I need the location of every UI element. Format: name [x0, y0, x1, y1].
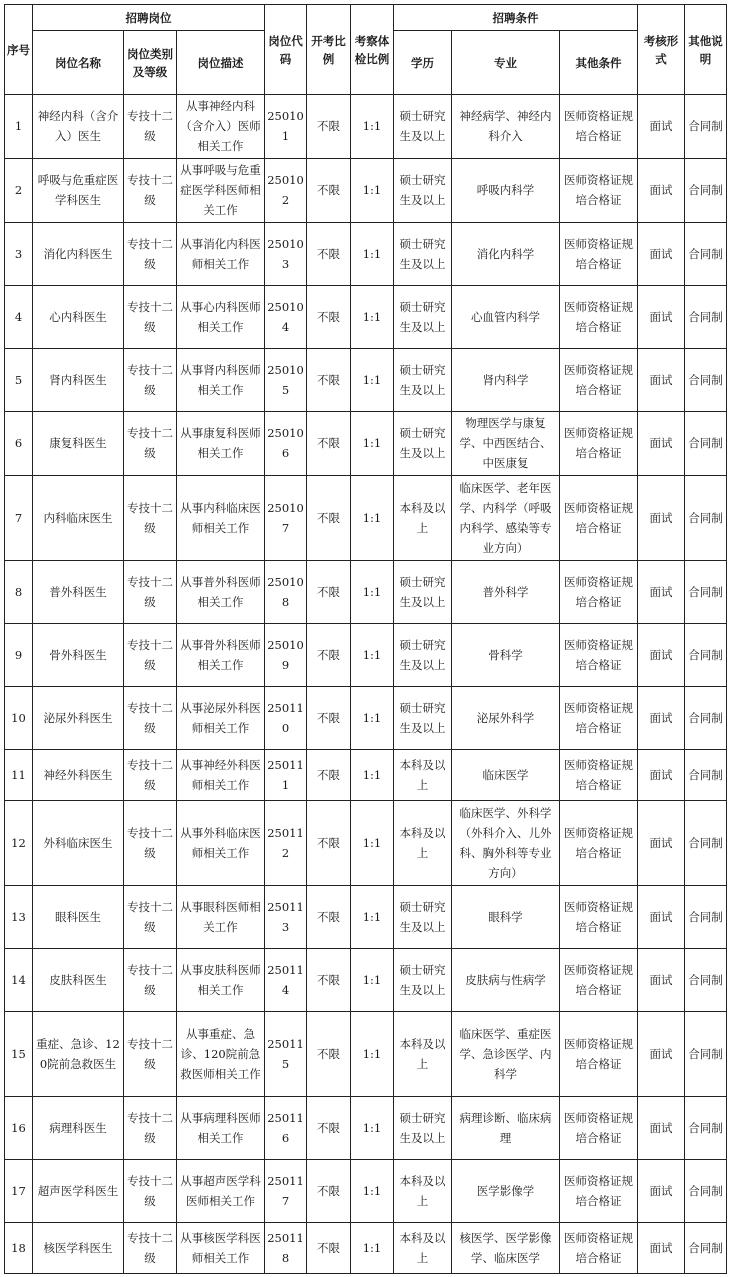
cell-education: 硕士研究生及以上: [394, 948, 452, 1011]
cell-category: 专技十二级: [124, 1097, 177, 1160]
cell-seq: 17: [5, 1160, 33, 1223]
cell-description: 从事外科临床医师相关工作: [177, 800, 265, 885]
cell-description: 从事核医学科医师相关工作: [177, 1223, 265, 1274]
header-post-name: 岗位名称: [33, 31, 124, 95]
cell-assess: 面试: [638, 1097, 685, 1160]
cell-assess: 面试: [638, 749, 685, 800]
cell-note: 合同制: [685, 1097, 727, 1160]
cell-exam-ratio: 不限: [307, 749, 351, 800]
cell-description: 从事超声医学科医师相关工作: [177, 1160, 265, 1223]
cell-category: 专技十二级: [124, 800, 177, 885]
cell-exam-ratio: 不限: [307, 222, 351, 285]
cell-major: 临床医学: [452, 749, 560, 800]
cell-exam-ratio: 不限: [307, 800, 351, 885]
cell-category: 专技十二级: [124, 686, 177, 749]
cell-post-name: 神经外科医生: [33, 749, 124, 800]
cell-major: 泌尿外科学: [452, 686, 560, 749]
cell-note: 合同制: [685, 95, 727, 159]
cell-assess: 面试: [638, 222, 685, 285]
table-body: [5, 95, 727, 1274]
header-other-note: 其他说明: [685, 5, 727, 95]
cell-assess: 面试: [638, 348, 685, 411]
cell-note: 合同制: [685, 1160, 727, 1223]
cell-other-cond: 医师资格证规培合格证: [560, 158, 638, 222]
cell-description: 从事普外科医师相关工作: [177, 561, 265, 624]
cell-exam-ratio: 不限: [307, 158, 351, 222]
cell-seq: 8: [5, 561, 33, 624]
cell-description: 从事消化内科医师相关工作: [177, 222, 265, 285]
cell-exam-ratio: 不限: [307, 285, 351, 348]
cell-check-ratio: 1:1: [351, 561, 394, 624]
header-check-ratio: 考察体检比例: [351, 5, 394, 95]
cell-education: 硕士研究生及以上: [394, 222, 452, 285]
cell-major: 普外科学: [452, 561, 560, 624]
cell-description: 从事肾内科医师相关工作: [177, 348, 265, 411]
cell-other-cond: 医师资格证规培合格证: [560, 348, 638, 411]
cell-check-ratio: 1:1: [351, 624, 394, 687]
cell-category: 专技十二级: [124, 95, 177, 159]
cell-seq: 10: [5, 686, 33, 749]
cell-note: 合同制: [685, 561, 727, 624]
cell-post-name: 骨外科医生: [33, 624, 124, 687]
cell-post-name: 泌尿外科医生: [33, 686, 124, 749]
cell-education: 硕士研究生及以上: [394, 285, 452, 348]
cell-assess: 面试: [638, 800, 685, 885]
cell-description: 从事泌尿外科医师相关工作: [177, 686, 265, 749]
cell-post-code: 250109: [265, 624, 307, 687]
cell-check-ratio: 1:1: [351, 475, 394, 560]
cell-post-code: 250103: [265, 222, 307, 285]
cell-education: 本科及以上: [394, 1223, 452, 1274]
table-row: [5, 285, 727, 348]
cell-seq: 16: [5, 1097, 33, 1160]
cell-assess: 面试: [638, 1223, 685, 1274]
cell-seq: 14: [5, 948, 33, 1011]
cell-description: 从事心内科医师相关工作: [177, 285, 265, 348]
cell-assess: 面试: [638, 1011, 685, 1096]
cell-description: 从事神经外科医师相关工作: [177, 749, 265, 800]
cell-post-name: 康复科医生: [33, 411, 124, 475]
cell-check-ratio: 1:1: [351, 348, 394, 411]
cell-other-cond: 医师资格证规培合格证: [560, 561, 638, 624]
cell-exam-ratio: 不限: [307, 686, 351, 749]
cell-post-name: 病理科医生: [33, 1097, 124, 1160]
cell-major: 骨科学: [452, 624, 560, 687]
cell-education: 硕士研究生及以上: [394, 411, 452, 475]
cell-seq: 18: [5, 1223, 33, 1274]
table-row: [5, 1097, 727, 1160]
cell-seq: 6: [5, 411, 33, 475]
header-row-1: [5, 5, 727, 31]
cell-assess: 面试: [638, 475, 685, 560]
cell-other-cond: 医师资格证规培合格证: [560, 1223, 638, 1274]
cell-check-ratio: 1:1: [351, 749, 394, 800]
cell-other-cond: 医师资格证规培合格证: [560, 800, 638, 885]
cell-assess: 面试: [638, 624, 685, 687]
cell-note: 合同制: [685, 158, 727, 222]
cell-note: 合同制: [685, 1223, 727, 1274]
table-row: [5, 348, 727, 411]
cell-major: 临床医学、重症医学、急诊医学、内科学: [452, 1011, 560, 1096]
cell-category: 专技十二级: [124, 948, 177, 1011]
cell-post-name: 心内科医生: [33, 285, 124, 348]
cell-major: 神经病学、神经内科介入: [452, 95, 560, 159]
cell-post-code: 250104: [265, 285, 307, 348]
cell-post-code: 250106: [265, 411, 307, 475]
cell-education: 本科及以上: [394, 749, 452, 800]
cell-check-ratio: 1:1: [351, 1011, 394, 1096]
cell-education: 本科及以上: [394, 475, 452, 560]
cell-assess: 面试: [638, 411, 685, 475]
header-post-code: 岗位代码: [265, 5, 307, 95]
cell-assess: 面试: [638, 95, 685, 159]
cell-other-cond: 医师资格证规培合格证: [560, 885, 638, 948]
cell-post-name: 核医学科医生: [33, 1223, 124, 1274]
cell-other-cond: 医师资格证规培合格证: [560, 1097, 638, 1160]
header-post-group: 招聘岗位: [33, 5, 265, 31]
cell-description: 从事内科临床医师相关工作: [177, 475, 265, 560]
cell-category: 专技十二级: [124, 158, 177, 222]
cell-seq: 5: [5, 348, 33, 411]
header-education: 学历: [394, 31, 452, 95]
cell-seq: 4: [5, 285, 33, 348]
cell-check-ratio: 1:1: [351, 885, 394, 948]
cell-note: 合同制: [685, 800, 727, 885]
cell-education: 硕士研究生及以上: [394, 686, 452, 749]
cell-other-cond: 医师资格证规培合格证: [560, 285, 638, 348]
table-row: [5, 948, 727, 1011]
cell-major: 肾内科学: [452, 348, 560, 411]
cell-check-ratio: 1:1: [351, 1097, 394, 1160]
cell-education: 硕士研究生及以上: [394, 158, 452, 222]
cell-category: 专技十二级: [124, 561, 177, 624]
cell-seq: 13: [5, 885, 33, 948]
cell-major: 呼吸内科学: [452, 158, 560, 222]
cell-seq: 7: [5, 475, 33, 560]
cell-description: 从事呼吸与危重症医学科医师相关工作: [177, 158, 265, 222]
cell-check-ratio: 1:1: [351, 686, 394, 749]
cell-education: 本科及以上: [394, 1011, 452, 1096]
cell-other-cond: 医师资格证规培合格证: [560, 749, 638, 800]
cell-note: 合同制: [685, 348, 727, 411]
cell-check-ratio: 1:1: [351, 158, 394, 222]
cell-other-cond: 医师资格证规培合格证: [560, 624, 638, 687]
cell-education: 硕士研究生及以上: [394, 624, 452, 687]
cell-check-ratio: 1:1: [351, 222, 394, 285]
cell-assess: 面试: [638, 948, 685, 1011]
cell-education: 本科及以上: [394, 800, 452, 885]
table-row: [5, 800, 727, 885]
cell-education: 硕士研究生及以上: [394, 1097, 452, 1160]
cell-check-ratio: 1:1: [351, 1160, 394, 1223]
cell-category: 专技十二级: [124, 624, 177, 687]
header-seq: 序号: [5, 5, 33, 95]
cell-note: 合同制: [685, 1011, 727, 1096]
cell-major: 心血管内科学: [452, 285, 560, 348]
cell-exam-ratio: 不限: [307, 624, 351, 687]
cell-post-code: 250113: [265, 885, 307, 948]
header-major: 专业: [452, 31, 560, 95]
header-other-cond: 其他条件: [560, 31, 638, 95]
cell-exam-ratio: 不限: [307, 411, 351, 475]
cell-post-name: 肾内科医生: [33, 348, 124, 411]
cell-assess: 面试: [638, 285, 685, 348]
cell-post-code: 250116: [265, 1097, 307, 1160]
table-row: [5, 686, 727, 749]
cell-check-ratio: 1:1: [351, 95, 394, 159]
table-row: [5, 1160, 727, 1223]
cell-post-code: 250117: [265, 1160, 307, 1223]
header-cond-group: 招聘条件: [394, 5, 638, 31]
cell-other-cond: 医师资格证规培合格证: [560, 411, 638, 475]
cell-post-name: 眼科医生: [33, 885, 124, 948]
cell-description: 从事神经内科（含介入）医师相关工作: [177, 95, 265, 159]
cell-other-cond: 医师资格证规培合格证: [560, 95, 638, 159]
cell-post-name: 神经内科（含介入）医生: [33, 95, 124, 159]
cell-category: 专技十二级: [124, 411, 177, 475]
cell-education: 硕士研究生及以上: [394, 561, 452, 624]
cell-exam-ratio: 不限: [307, 95, 351, 159]
cell-major: 眼科学: [452, 885, 560, 948]
cell-post-code: 250101: [265, 95, 307, 159]
cell-major: 临床医学、外科学（外科介入、儿外科、胸外科等专业方向）: [452, 800, 560, 885]
cell-category: 专技十二级: [124, 885, 177, 948]
cell-seq: 3: [5, 222, 33, 285]
cell-seq: 2: [5, 158, 33, 222]
cell-major: 消化内科学: [452, 222, 560, 285]
cell-category: 专技十二级: [124, 285, 177, 348]
cell-post-code: 250118: [265, 1223, 307, 1274]
header-post-category: 岗位类别及等级: [124, 31, 177, 95]
cell-assess: 面试: [638, 561, 685, 624]
cell-exam-ratio: 不限: [307, 1223, 351, 1274]
cell-note: 合同制: [685, 222, 727, 285]
cell-description: 从事皮肤科医师相关工作: [177, 948, 265, 1011]
cell-post-code: 250107: [265, 475, 307, 560]
cell-seq: 1: [5, 95, 33, 159]
cell-exam-ratio: 不限: [307, 348, 351, 411]
table-row: [5, 95, 727, 159]
cell-seq: 15: [5, 1011, 33, 1096]
cell-note: 合同制: [685, 885, 727, 948]
header-post-desc: 岗位描述: [177, 31, 265, 95]
cell-check-ratio: 1:1: [351, 285, 394, 348]
cell-check-ratio: 1:1: [351, 1223, 394, 1274]
cell-post-name: 重症、急诊、120院前急救医生: [33, 1011, 124, 1096]
cell-note: 合同制: [685, 411, 727, 475]
recruitment-table: [4, 4, 727, 1274]
cell-post-code: 250102: [265, 158, 307, 222]
cell-major: 临床医学、老年医学、内科学（呼吸内科学、感染等专业方向）: [452, 475, 560, 560]
cell-note: 合同制: [685, 948, 727, 1011]
cell-description: 从事康复科医师相关工作: [177, 411, 265, 475]
cell-assess: 面试: [638, 1160, 685, 1223]
cell-major: 皮肤病与性病学: [452, 948, 560, 1011]
cell-post-name: 超声医学科医生: [33, 1160, 124, 1223]
cell-post-code: 250108: [265, 561, 307, 624]
cell-description: 从事重症、急诊、120院前急救医师相关工作: [177, 1011, 265, 1096]
cell-category: 专技十二级: [124, 1223, 177, 1274]
cell-other-cond: 医师资格证规培合格证: [560, 475, 638, 560]
cell-post-code: 250111: [265, 749, 307, 800]
cell-other-cond: 医师资格证规培合格证: [560, 1011, 638, 1096]
cell-post-name: 普外科医生: [33, 561, 124, 624]
cell-other-cond: 医师资格证规培合格证: [560, 686, 638, 749]
cell-education: 本科及以上: [394, 1160, 452, 1223]
cell-note: 合同制: [685, 475, 727, 560]
cell-category: 专技十二级: [124, 348, 177, 411]
cell-post-code: 250115: [265, 1011, 307, 1096]
cell-post-name: 皮肤科医生: [33, 948, 124, 1011]
cell-exam-ratio: 不限: [307, 1011, 351, 1096]
cell-exam-ratio: 不限: [307, 475, 351, 560]
cell-post-name: 消化内科医生: [33, 222, 124, 285]
cell-assess: 面试: [638, 158, 685, 222]
cell-category: 专技十二级: [124, 749, 177, 800]
cell-exam-ratio: 不限: [307, 948, 351, 1011]
cell-post-name: 外科临床医生: [33, 800, 124, 885]
table-row: [5, 1011, 727, 1096]
table-row: [5, 749, 727, 800]
cell-note: 合同制: [685, 285, 727, 348]
cell-major: 医学影像学: [452, 1160, 560, 1223]
cell-note: 合同制: [685, 624, 727, 687]
cell-check-ratio: 1:1: [351, 948, 394, 1011]
table-row: [5, 885, 727, 948]
cell-description: 从事病理科医师相关工作: [177, 1097, 265, 1160]
cell-description: 从事眼科医师相关工作: [177, 885, 265, 948]
table-row: [5, 1223, 727, 1274]
cell-education: 硕士研究生及以上: [394, 885, 452, 948]
cell-post-code: 250112: [265, 800, 307, 885]
cell-category: 专技十二级: [124, 1011, 177, 1096]
table-row: [5, 561, 727, 624]
cell-assess: 面试: [638, 885, 685, 948]
cell-post-name: 呼吸与危重症医学科医生: [33, 158, 124, 222]
cell-post-name: 内科临床医生: [33, 475, 124, 560]
cell-category: 专技十二级: [124, 222, 177, 285]
cell-seq: 9: [5, 624, 33, 687]
table-row: [5, 475, 727, 560]
cell-exam-ratio: 不限: [307, 561, 351, 624]
table-row: [5, 158, 727, 222]
cell-note: 合同制: [685, 749, 727, 800]
cell-exam-ratio: 不限: [307, 1097, 351, 1160]
cell-exam-ratio: 不限: [307, 1160, 351, 1223]
header-assess: 考核形式: [638, 5, 685, 95]
cell-check-ratio: 1:1: [351, 800, 394, 885]
cell-category: 专技十二级: [124, 475, 177, 560]
cell-note: 合同制: [685, 686, 727, 749]
cell-description: 从事骨外科医师相关工作: [177, 624, 265, 687]
cell-education: 硕士研究生及以上: [394, 348, 452, 411]
header-exam-ratio: 开考比例: [307, 5, 351, 95]
cell-major: 物理医学与康复学、中西医结合、中医康复: [452, 411, 560, 475]
cell-exam-ratio: 不限: [307, 885, 351, 948]
cell-other-cond: 医师资格证规培合格证: [560, 1160, 638, 1223]
table-row: [5, 222, 727, 285]
cell-seq: 11: [5, 749, 33, 800]
cell-post-code: 250105: [265, 348, 307, 411]
cell-check-ratio: 1:1: [351, 411, 394, 475]
cell-major: 病理诊断、临床病理: [452, 1097, 560, 1160]
cell-category: 专技十二级: [124, 1160, 177, 1223]
cell-major: 核医学、医学影像学、临床医学: [452, 1223, 560, 1274]
table-row: [5, 624, 727, 687]
cell-other-cond: 医师资格证规培合格证: [560, 222, 638, 285]
cell-assess: 面试: [638, 686, 685, 749]
cell-education: 硕士研究生及以上: [394, 95, 452, 159]
cell-post-code: 250110: [265, 686, 307, 749]
cell-other-cond: 医师资格证规培合格证: [560, 948, 638, 1011]
cell-seq: 12: [5, 800, 33, 885]
table-row: [5, 411, 727, 475]
cell-post-code: 250114: [265, 948, 307, 1011]
